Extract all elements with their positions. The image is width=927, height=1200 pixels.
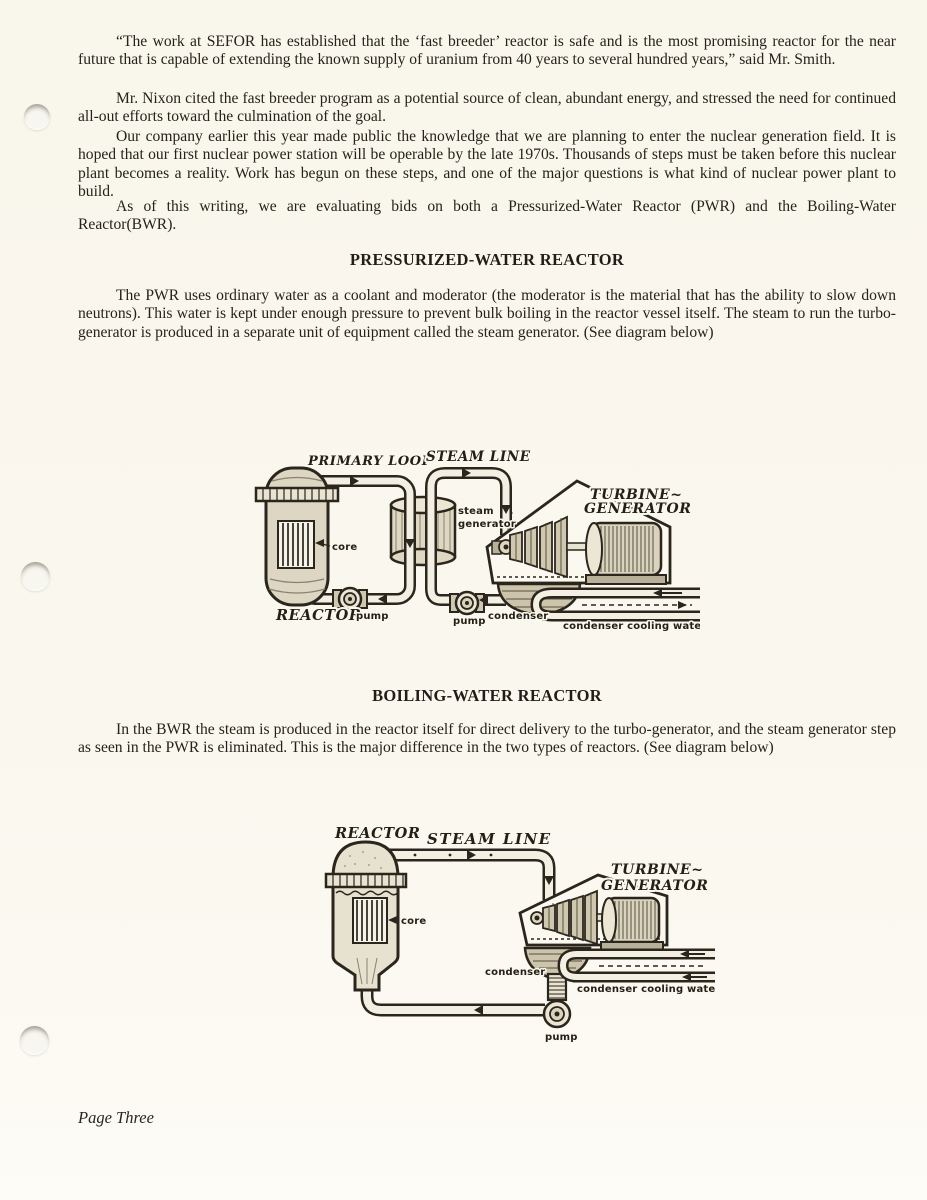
bwr-section-heading: BOILING-WATER REACTOR — [372, 686, 602, 705]
bwr-reactor-label: REACTOR — [335, 825, 421, 842]
pwr-reactor-vessel — [256, 468, 338, 605]
paragraph-evaluating-bids: As of this writing, we are evaluating bids on both a Pressurized-Water Reactor (PWR) and the Boiling-Water Reactor(BWR). — [78, 198, 896, 234]
bwr-generator-label: GENERATOR — [601, 878, 709, 894]
paragraph-company-plans: Our company earlier this year made public the knowledge that we are planning to enter the nuclear generation field. It is hoped that our first nuclear power station will be operable by the late 1970s. Thousands of steps must be taken before this nuclear plant becomes a reality. Work has begun on these steps, and one of the major questions is what kind of nuclear power plant to build. — [78, 128, 896, 200]
pwr-pump-left-label: pump — [356, 611, 389, 622]
bwr-steam-line-pipe — [383, 855, 549, 900]
paragraph-sefor-quote: “The work at SEFOR has established that the ‘fast breeder’ reactor is safe and is the most promising reactor for the near future that is capable of extending the known supply of uranium from 40 years to several hundred years,” said Mr. Smith. — [78, 33, 896, 69]
bwr-diagram-svg — [305, 808, 715, 1058]
bwr-pump-label: pump — [545, 1032, 578, 1043]
pwr-steam-generator-label-1: steam — [458, 506, 494, 517]
bwr-cooling-water-label: condenser cooling water — [577, 984, 715, 995]
punch-hole-top — [24, 104, 50, 130]
page-number: Page Three — [78, 1108, 154, 1127]
pwr-steam-generator-label-2: generator — [458, 519, 516, 530]
paragraph-nixon: Mr. Nixon cited the fast breeder program as a potential source of clean, abundant energy, and stressed the need for continued all-out efforts toward the culmination of the goal. — [78, 90, 896, 126]
bwr-diagram — [305, 808, 715, 1063]
pwr-steam-line-label: STEAM LINE — [426, 449, 531, 465]
bwr-turbine-label: TURBINE~ — [611, 862, 704, 878]
bwr-reactor-vessel — [326, 842, 406, 990]
pwr-reactor-label: REACTOR — [276, 607, 362, 624]
pwr-pump-right-label: pump — [453, 616, 486, 627]
pwr-generator-label: GENERATOR — [584, 501, 692, 517]
bwr-return-pipe — [367, 984, 545, 1010]
pwr-diagram-svg — [250, 443, 700, 643]
paragraph-pwr-description: The PWR uses ordinary water as a coolant and moderator (the moderator is the material that has the ability to slow down neutrons). This water is kept under enough pressure to prevent bulk boiling in the reactor vessel itself. The steam to run the turbo-generator is produced in a separate unit of equipment called the steam generator. (See diagram below) — [78, 287, 896, 341]
bwr-pump — [544, 1001, 570, 1027]
pwr-condenser-label: condenser — [488, 611, 549, 622]
pwr-generator — [586, 523, 666, 584]
punch-hole-bottom — [20, 1026, 49, 1055]
pwr-turbine-label: TURBINE~ — [590, 487, 683, 503]
pwr-diagram — [250, 443, 700, 648]
pwr-section-heading: PRESSURIZED-WATER REACTOR — [349, 250, 625, 269]
paragraph-bwr-description: In the BWR the steam is produced in the reactor itself for direct delivery to the turbo-generator, and the steam generator step as seen in the PWR is eliminated. This is the major difference in the two types of reactors. (See diagram below) — [78, 721, 896, 757]
bwr-generator — [601, 898, 663, 950]
bwr-condenser-label: condenser — [485, 967, 546, 978]
bwr-cooling-water-pipes — [563, 954, 715, 977]
punch-hole-middle — [21, 562, 50, 591]
bwr-steam-line-label: STEAM LINE — [427, 830, 552, 848]
bwr-core-label: core — [401, 916, 427, 927]
pwr-steam-generator-vessel — [391, 497, 455, 565]
pwr-pump-right — [450, 592, 484, 614]
pwr-core-label: core — [332, 542, 358, 553]
pwr-primary-loop-label: PRIMARY LOOP — [308, 454, 433, 469]
pwr-cooling-water-label: condenser cooling water — [563, 621, 700, 632]
